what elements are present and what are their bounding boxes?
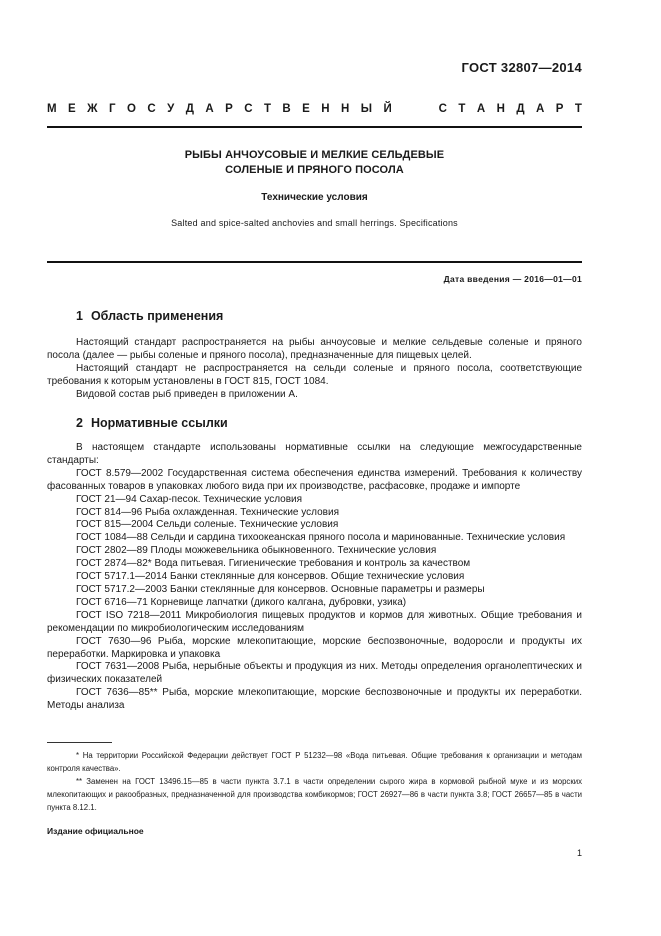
- section-title: Область применения: [90, 309, 224, 323]
- reference-item: ГОСТ 1084—88 Сельди и сардина тихоокеанская пряного посола и маринованные. Технические условия: [76, 532, 566, 544]
- section-2-heading: [76, 416, 228, 430]
- reference-item: ГОСТ 814—96 Рыба охлажденная. Технические условия: [76, 506, 339, 518]
- banner-letter: Е: [302, 103, 310, 115]
- footnotes: [47, 749, 582, 814]
- banner-letter: Н: [496, 103, 505, 115]
- banner-word-gap: [403, 103, 427, 115]
- interstate-standard-banner: [47, 103, 582, 115]
- banner-letter: Р: [555, 103, 564, 115]
- footnote: * На территории Российской Федерации действует ГОСТ Р 51232—98 «Вода питьевая. Общие требования к организации и методам контроля качества».: [47, 751, 582, 773]
- page-number: 1: [576, 848, 582, 858]
- title-divider: [47, 261, 582, 263]
- paragraph: Видовой состав рыб приведен в приложении А.: [76, 388, 298, 400]
- banner-letter: Ж: [87, 103, 98, 115]
- banner-letter: С: [244, 103, 253, 115]
- banner-letter: Р: [225, 103, 233, 115]
- english-title: Salted and spice-salted anchovies and small herrings. Specifications: [171, 218, 458, 228]
- banner-letter: А: [205, 103, 214, 115]
- banner-letter: Н: [321, 103, 330, 115]
- reference-item: ГОСТ 815—2004 Сельди соленые. Технические условия: [76, 519, 339, 531]
- footnote: ** Заменен на ГОСТ 13496.15—85 в части пункта 3.7.1 в части определении сырого жира в кормовой рыбной муке и из морских млекопитающих и ракообразных, предназначенной для производства комбикормов; ГОСТ 26927—86 в части пункта 3.8; ГОСТ 26657—85 в части пункта 8.12.1.: [47, 777, 582, 812]
- reference-item: ГОСТ ISO 7218—2011 Микробиология пищевых продуктов и кормов для животных. Общие требования и рекомендации по микробиологическим исследованиям: [47, 609, 582, 634]
- reference-item: ГОСТ 7631—2008 Рыба, нерыбные объекты и продукция из них. Методы определения органолептических и физических показателей: [47, 661, 582, 686]
- section-number: 1: [76, 309, 83, 323]
- paragraph: Настоящий стандарт не распространяется на сельди соленые и пряного посола, соответствующие требования к которым установлены в ГОСТ 815, ГОСТ 1084.: [47, 362, 582, 387]
- top-divider: [47, 126, 582, 128]
- document-subtitle: Технические условия: [261, 192, 368, 203]
- banner-letter: Д: [185, 103, 194, 115]
- banner-letter: Д: [516, 103, 525, 115]
- banner-letter: В: [282, 103, 291, 115]
- banner-letter: Е: [68, 103, 76, 115]
- banner-letter: Ы: [360, 103, 373, 115]
- reference-item: ГОСТ 5717.2—2003 Банки стеклянные для консервов. Основные параметры и размеры: [76, 583, 485, 595]
- banner-letter: У: [167, 103, 175, 115]
- banner-letter: А: [535, 103, 545, 115]
- section-1-body: [47, 337, 582, 402]
- banner-letter: Г: [108, 103, 116, 115]
- banner-letter: Т: [574, 103, 582, 115]
- banner-letter: А: [476, 103, 486, 115]
- section-1-heading: [76, 309, 223, 323]
- banner-letter: Й: [383, 103, 392, 115]
- banner-letter: С: [147, 103, 156, 115]
- reference-item: ГОСТ 2874—82* Вода питьевая. Гигиенические требования и контроль за качеством: [76, 558, 471, 570]
- reference-item: ГОСТ 7630—96 Рыба, морские млекопитающие, морские беспозвоночные, водоросли и продукты их переработки. Маркировка и упаковка: [47, 635, 582, 660]
- reference-item: ГОСТ 6716—71 Корневище лапчатки (дикого калгана, дубровки, узика): [76, 596, 407, 608]
- section-title: Нормативные ссылки: [90, 416, 228, 430]
- banner-letter: Н: [341, 103, 350, 115]
- banner-letter: М: [47, 103, 57, 115]
- reference-item: ГОСТ 8.579—2002 Государственная система обеспечения единства измерений. Требования к количеству фасованных товаров в упаковках любого вида при их производстве, расфасовке, продаже и импорте: [47, 467, 582, 492]
- banner-letter: Т: [263, 103, 271, 115]
- footnote-divider: [47, 742, 112, 743]
- paragraph: Настоящий стандарт распространяется на рыбы анчоусовые и мелкие сельдевые соленые и пряного посола (далее — рыбы соленые и пряного посола), предназначенные для пищевых целей.: [47, 337, 582, 361]
- title-block: [47, 148, 582, 228]
- paragraph: В настоящем стандарте использованы нормативные ссылки на следующие межгосударственные стандарты:: [47, 442, 582, 466]
- reference-item: ГОСТ 21—94 Сахар-песок. Технические условия: [76, 493, 303, 505]
- title-line-1: РЫБЫ АНЧОУСОВЫЕ И МЕЛКИЕ СЕЛЬДЕВЫЕ: [184, 149, 445, 161]
- official-edition-label: Издание официальное: [47, 826, 144, 836]
- reference-item: ГОСТ 2802—89 Плоды можжевельника обыкновенного. Технические условия: [76, 545, 437, 557]
- banner-letter: Т: [458, 103, 466, 115]
- reference-item: ГОСТ 7636—85** Рыба, морские млекопитающие, морские беспозвоночные и продукты их переработки. Методы анализа: [47, 687, 582, 712]
- section-2-body: [47, 442, 582, 713]
- reference-item: ГОСТ 5717.1—2014 Банки стеклянные для консервов. Общие технические условия: [76, 571, 465, 583]
- banner-letter: О: [126, 103, 136, 115]
- banner-letter: С: [438, 103, 447, 115]
- section-number: 2: [76, 416, 83, 430]
- introduction-date: Дата введения — 2016—01—01: [443, 274, 582, 284]
- title-line-2: СОЛЕНЫЕ И ПРЯНОГО ПОСОЛА: [225, 164, 404, 176]
- gost-number: ГОСТ 32807—2014: [461, 60, 582, 75]
